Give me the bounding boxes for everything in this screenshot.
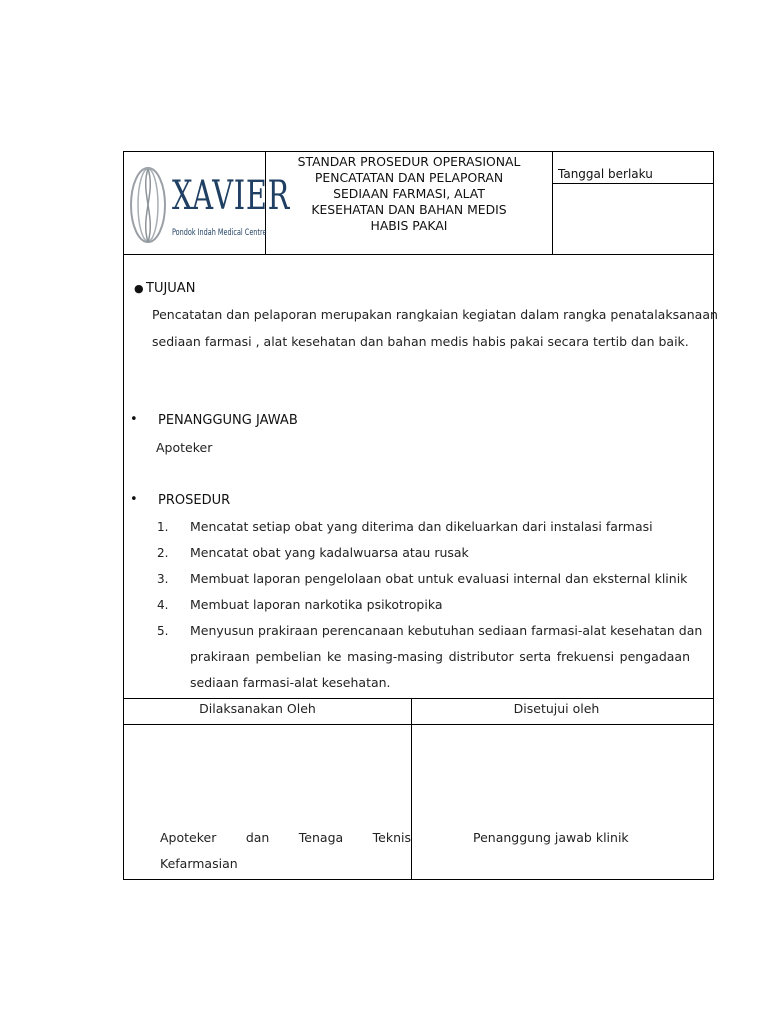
sop-document [123,151,718,880]
bullet-icon: • [130,492,138,507]
step-text: prakiraan pembelian ke masing-masing distributor serta frekuensi pengadaan [190,649,690,664]
step-text: Membuat laporan narkotika psikotropika [190,597,443,612]
sop-title-line: STANDAR PROSEDUR OPERASIONAL [297,154,521,169]
step-text: Mencatat obat yang kadalwuarsa atau rusak [190,545,469,560]
signature-header-rule [124,724,713,725]
prosedur-heading: PROSEDUR [158,493,231,508]
step-text: sediaan farmasi-alat kesehatan. [190,675,391,690]
signature-divider [411,698,412,879]
executed-by-label: Dilaksanakan Oleh [199,701,316,716]
step-text: Menyusun prakiraan perencanaan kebutuhan sediaan farmasi-alat kesehatan dan [190,623,703,638]
penanggung-jawab-heading: PENANGGUNG JAWAB [158,413,298,428]
approved-by-name: Penanggung jawab klinik [473,830,629,845]
header-bottom-rule [124,254,713,255]
logo-brand-text: XAVIER [172,173,291,219]
step-number: 2. [157,546,169,560]
bullet-icon: ● [134,282,144,295]
approved-by-label: Disetujui oleh [513,701,600,716]
signature-top-rule [124,698,713,699]
step-number: 4. [157,598,169,612]
effective-date-label: Tanggal berlaku [558,167,653,181]
tujuan-heading: TUJUAN [146,281,196,296]
sop-title-line: KESEHATAN DAN BAHAN MEDIS [311,202,507,217]
sop-title [267,154,551,234]
date-cell-rule [552,183,713,184]
header-divider-right [552,152,553,254]
step-number: 1. [157,520,169,534]
sop-title-line: PENCATATAN DAN PELAPORAN [314,170,504,185]
step-text: Mencatat setiap obat yang diterima dan dikeluarkan dari instalasi farmasi [190,519,653,534]
tujuan-text-line: Pencatatan dan pelaporan merupakan rangkaian kegiatan dalam rangka penatalaksanaan [152,307,718,322]
step-number: 3. [157,572,169,586]
xavier-logo [126,162,291,248]
tujuan-text-line: sediaan farmasi , alat kesehatan dan bahan medis habis pakai secara tertib dan baik. [152,334,689,349]
sop-title-line: SEDIAAN FARMASI, ALAT [333,186,485,201]
bullet-icon: • [130,412,138,427]
executed-by-name: Kefarmasian [160,856,238,871]
penanggung-jawab-value: Apoteker [156,440,213,455]
executed-by-name: Apoteker dan Tenaga Teknis [160,830,411,845]
step-number: 5. [157,624,169,638]
xavier-emblem-icon [126,162,170,248]
sop-title-line: HABIS PAKAI [370,218,448,233]
logo-subtitle-text: Pondok Indah Medical Centre [172,228,267,238]
step-text: Membuat laporan pengelolaan obat untuk evaluasi internal dan eksternal klinik [190,571,688,586]
